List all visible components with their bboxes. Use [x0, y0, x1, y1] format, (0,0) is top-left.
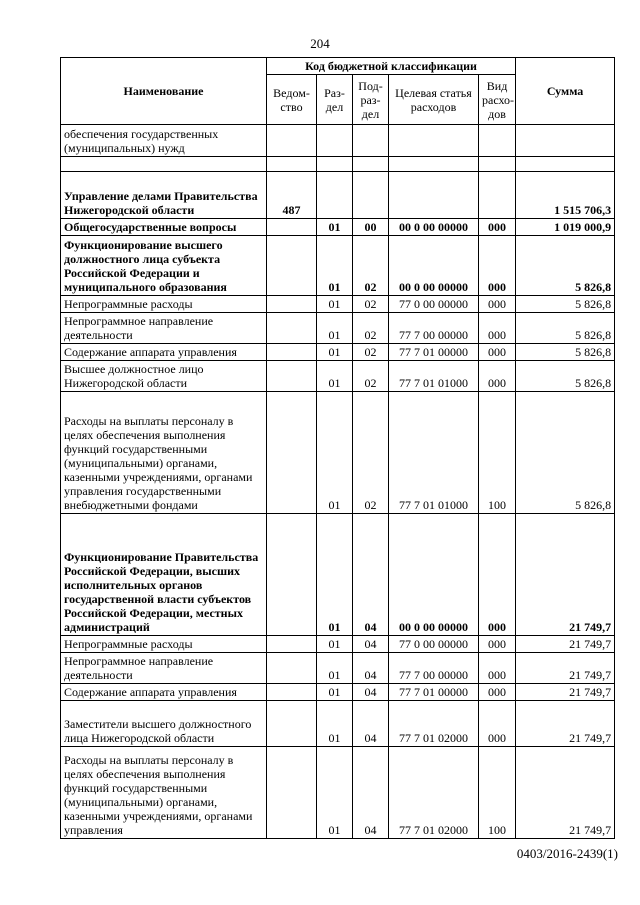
table-row: [61, 125, 615, 157]
cell-celevaya: 77 7 01 01000: [389, 361, 479, 392]
cell-celevaya: 00 0 00 00000: [389, 219, 479, 236]
cell-celevaya: 77 7 01 02000: [389, 701, 479, 747]
cell-vedomstvo: 487: [267, 172, 317, 219]
document-code: 0403/2016-2439(1): [516, 846, 618, 861]
cell-vid: 000: [479, 313, 516, 344]
cell-vedomstvo: [267, 684, 317, 701]
cell-name: Расходы на выплаты персоналу в целях обеспечения выполнения функций государственными (муниципальными) органами, казенными учреждениями, органами управления государственными внебюджетными фондами: [61, 392, 267, 514]
cell-celevaya: [389, 172, 479, 219]
cell-vedomstvo: [267, 125, 317, 157]
cell-celevaya: 77 7 01 00000: [389, 344, 479, 361]
cell-summa: 21 749,7: [516, 653, 615, 684]
cell-name: Содержание аппарата управления: [61, 344, 267, 361]
cell-celevaya: [389, 157, 479, 172]
cell-name: Заместители высшего должностного лица Нижегородской области: [61, 701, 267, 747]
cell-summa: [516, 157, 615, 172]
cell-name: Содержание аппарата управления: [61, 684, 267, 701]
cell-summa: 5 826,8: [516, 361, 615, 392]
header-summa: Сумма: [516, 58, 615, 125]
cell-razdel: 01: [317, 236, 353, 296]
cell-vid: 100: [479, 392, 516, 514]
cell-podrazdel: 04: [353, 684, 389, 701]
cell-name: Непрограммные расходы: [61, 636, 267, 653]
cell-vid: 000: [479, 514, 516, 636]
header-celevaya: Целевая статья расходов: [389, 75, 479, 125]
cell-summa: 21 749,7: [516, 701, 615, 747]
cell-vid: 000: [479, 361, 516, 392]
table-row: [61, 157, 615, 172]
cell-vid: 000: [479, 653, 516, 684]
cell-vedomstvo: [267, 636, 317, 653]
cell-celevaya: 77 7 01 02000: [389, 747, 479, 839]
table-row: [61, 747, 615, 839]
cell-razdel: [317, 157, 353, 172]
cell-vid: 000: [479, 636, 516, 653]
cell-podrazdel: [353, 172, 389, 219]
cell-razdel: 01: [317, 684, 353, 701]
cell-razdel: 01: [317, 747, 353, 839]
cell-vedomstvo: [267, 392, 317, 514]
cell-name: Управление делами Правительства Нижегородской области: [61, 172, 267, 219]
cell-vedomstvo: [267, 701, 317, 747]
cell-vid: [479, 125, 516, 157]
cell-podrazdel: 04: [353, 653, 389, 684]
table-row: [61, 653, 615, 684]
cell-name: Высшее должностное лицо Нижегородской области: [61, 361, 267, 392]
cell-podrazdel: 04: [353, 636, 389, 653]
cell-podrazdel: 00: [353, 219, 389, 236]
cell-vid: 000: [479, 296, 516, 313]
cell-name: Непрограммные расходы: [61, 296, 267, 313]
cell-summa: 21 749,7: [516, 684, 615, 701]
cell-summa: 5 826,8: [516, 296, 615, 313]
cell-vedomstvo: [267, 157, 317, 172]
cell-summa: 5 826,8: [516, 392, 615, 514]
table-row: [61, 236, 615, 296]
table-row: [61, 514, 615, 636]
cell-razdel: 01: [317, 296, 353, 313]
cell-razdel: 01: [317, 313, 353, 344]
cell-podrazdel: [353, 157, 389, 172]
cell-razdel: [317, 125, 353, 157]
cell-podrazdel: 02: [353, 392, 389, 514]
cell-name: обеспечения государственных (муниципальных) нужд: [61, 125, 267, 157]
page-number: 204: [310, 36, 330, 51]
header-razdel: Раз-дел: [317, 75, 353, 125]
cell-razdel: 01: [317, 653, 353, 684]
cell-celevaya: [389, 125, 479, 157]
cell-vid: 000: [479, 344, 516, 361]
cell-summa: 21 749,7: [516, 514, 615, 636]
cell-podrazdel: [353, 125, 389, 157]
cell-summa: 5 826,8: [516, 313, 615, 344]
cell-vid: [479, 157, 516, 172]
cell-vid: 000: [479, 684, 516, 701]
cell-podrazdel: 02: [353, 313, 389, 344]
table-row: [61, 219, 615, 236]
cell-name: Непрограммное направление деятельности: [61, 313, 267, 344]
cell-vid: 000: [479, 236, 516, 296]
cell-celevaya: 77 7 00 00000: [389, 653, 479, 684]
cell-razdel: 01: [317, 701, 353, 747]
table-row: [61, 361, 615, 392]
table-row: [61, 344, 615, 361]
cell-vid: 100: [479, 747, 516, 839]
cell-vedomstvo: [267, 653, 317, 684]
cell-podrazdel: 04: [353, 514, 389, 636]
table-row: [61, 701, 615, 747]
cell-vedomstvo: [267, 313, 317, 344]
cell-vedomstvo: [267, 344, 317, 361]
header-podrazdel: Под-раз-дел: [353, 75, 389, 125]
table-row: [61, 296, 615, 313]
budget-table: [60, 57, 615, 839]
cell-name: Общегосударственные вопросы: [61, 219, 267, 236]
cell-vid: [479, 172, 516, 219]
cell-vid: 000: [479, 219, 516, 236]
table-row: [61, 636, 615, 653]
cell-name: Функционирование Правительства Российской Федерации, высших исполнительных органов государственной власти субъектов Российской Федерации, местных администраций: [61, 514, 267, 636]
header-classification: Код бюджетной классификации: [267, 58, 516, 75]
table-row: [61, 684, 615, 701]
cell-podrazdel: 04: [353, 701, 389, 747]
cell-vedomstvo: [267, 747, 317, 839]
cell-summa: 5 826,8: [516, 344, 615, 361]
cell-summa: 5 826,8: [516, 236, 615, 296]
cell-name: [61, 157, 267, 172]
table-row: [61, 172, 615, 219]
cell-name: Функционирование высшего должностного лица субъекта Российской Федерации и муниципального образования: [61, 236, 267, 296]
cell-summa: 1 515 706,3: [516, 172, 615, 219]
cell-summa: [516, 125, 615, 157]
cell-razdel: 01: [317, 514, 353, 636]
table-row: [61, 392, 615, 514]
cell-vedomstvo: [267, 514, 317, 636]
cell-razdel: [317, 172, 353, 219]
cell-podrazdel: 02: [353, 344, 389, 361]
cell-vedomstvo: [267, 361, 317, 392]
cell-summa: 21 749,7: [516, 636, 615, 653]
cell-podrazdel: 02: [353, 361, 389, 392]
header-vedomstvo: Ведом-ство: [267, 75, 317, 125]
table-row: [61, 313, 615, 344]
cell-celevaya: 77 7 01 01000: [389, 392, 479, 514]
header-name: Наименование: [61, 58, 267, 125]
cell-summa: 1 019 000,9: [516, 219, 615, 236]
cell-celevaya: 77 7 00 00000: [389, 313, 479, 344]
cell-podrazdel: 02: [353, 236, 389, 296]
cell-podrazdel: 04: [353, 747, 389, 839]
cell-name: Непрограммное направление деятельности: [61, 653, 267, 684]
cell-summa: 21 749,7: [516, 747, 615, 839]
cell-vedomstvo: [267, 219, 317, 236]
cell-celevaya: 77 0 00 00000: [389, 636, 479, 653]
cell-razdel: 01: [317, 361, 353, 392]
cell-celevaya: 00 0 00 00000: [389, 236, 479, 296]
cell-vid: 000: [479, 701, 516, 747]
cell-vedomstvo: [267, 296, 317, 313]
cell-name: Расходы на выплаты персоналу в целях обеспечения выполнения функций государственными (муниципальными) органами, казенными учреждениями, органами управления: [61, 747, 267, 839]
cell-razdel: 01: [317, 344, 353, 361]
table-body: [61, 125, 615, 839]
cell-celevaya: 77 0 00 00000: [389, 296, 479, 313]
cell-vedomstvo: [267, 236, 317, 296]
cell-razdel: 01: [317, 392, 353, 514]
cell-razdel: 01: [317, 636, 353, 653]
cell-razdel: 01: [317, 219, 353, 236]
cell-celevaya: 00 0 00 00000: [389, 514, 479, 636]
cell-podrazdel: 02: [353, 296, 389, 313]
header-vid: Вид расхо-дов: [479, 75, 516, 125]
cell-celevaya: 77 7 01 00000: [389, 684, 479, 701]
